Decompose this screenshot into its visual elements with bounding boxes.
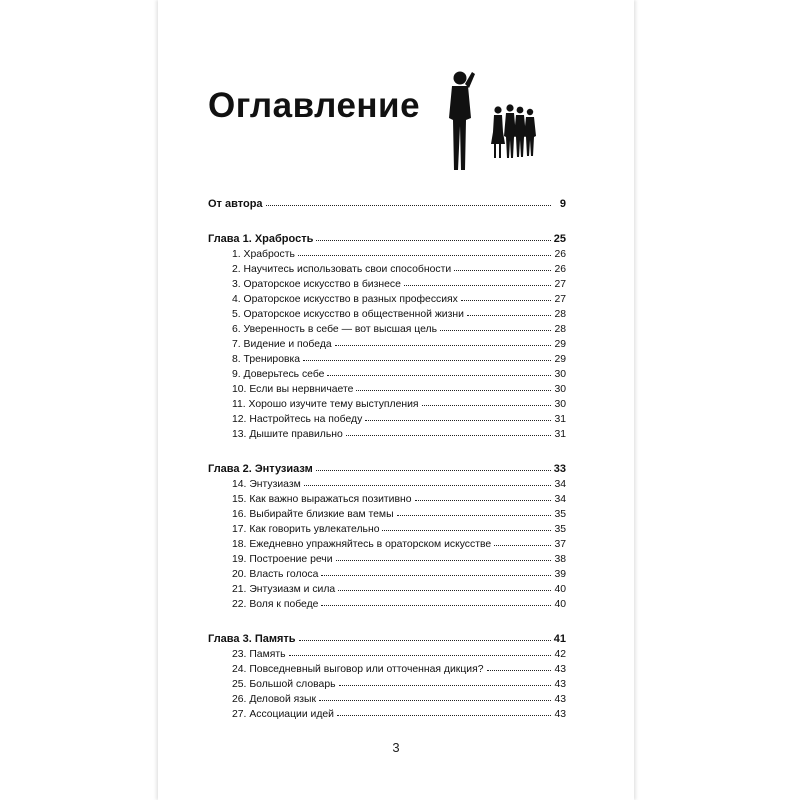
dot-leader: [304, 475, 551, 486]
toc-entry-page: 34: [554, 494, 566, 505]
toc-entry-label: 6. Уверенность в себе — вот высшая цель: [232, 324, 438, 335]
chapter-block: [208, 231, 566, 441]
toc-entry-page: 9: [559, 198, 566, 210]
dot-leader: [327, 365, 551, 376]
chapter-page: 41: [553, 633, 566, 645]
toc-entry-page: 38: [554, 554, 566, 565]
toc-entry-page: 30: [554, 369, 566, 380]
toc-entry-label: 3. Ораторское искусство в бизнесе: [232, 279, 401, 290]
chapter-block: [208, 461, 566, 611]
toc-entry-page: 42: [554, 649, 566, 660]
toc-entry-page: 31: [554, 429, 566, 440]
toc-entry-label: 11. Хорошо изучите тему выступления: [232, 399, 419, 410]
toc-entry[interactable]: [208, 691, 566, 706]
toc-chapter-heading[interactable]: [208, 631, 566, 646]
toc-entry-label: 21. Энтузиазм и сила: [232, 584, 336, 595]
chapter-title: Глава 1. Храбрость: [208, 233, 314, 245]
dot-leader: [356, 380, 551, 391]
toc-entry-label: 4. Ораторское искусство в разных профессиях: [232, 294, 458, 305]
toc-entry-page: 34: [554, 479, 566, 490]
toc-entry[interactable]: [208, 321, 566, 336]
dot-leader: [321, 595, 551, 606]
toc-entry[interactable]: [208, 366, 566, 381]
toc-entry[interactable]: [208, 566, 566, 581]
toc-entry-label: 24. Повседневный выговор или отточенная дикция?: [232, 664, 484, 675]
toc-entry[interactable]: [208, 411, 566, 426]
toc-entry-label: 26. Деловой язык: [232, 694, 317, 705]
toc-entry[interactable]: [208, 506, 566, 521]
toc-entry-page: 39: [554, 569, 566, 580]
toc-entry[interactable]: [208, 491, 566, 506]
toc-entry-page: 37: [554, 539, 566, 550]
toc-entry-label: 15. Как важно выражаться позитивно: [232, 494, 412, 505]
toc-entry[interactable]: [208, 476, 566, 491]
toc-entry-page: 28: [554, 309, 566, 320]
toc-entry-page: 30: [554, 384, 566, 395]
toc-entry-page: 29: [554, 339, 566, 350]
toc-entry[interactable]: [208, 521, 566, 536]
toc-entry-label: 1. Храбрость: [232, 249, 295, 260]
toc-entry[interactable]: [208, 536, 566, 551]
toc-entry-label: 25. Большой словарь: [232, 679, 336, 690]
toc-entry[interactable]: [208, 581, 566, 596]
chapter-title: Глава 2. Энтузиазм: [208, 463, 313, 475]
toc-entry[interactable]: [208, 306, 566, 321]
toc-entry[interactable]: [208, 291, 566, 306]
toc-entry[interactable]: [208, 261, 566, 276]
toc-entry[interactable]: [208, 676, 566, 691]
toc-entry-label: 8. Тренировка: [232, 354, 301, 365]
dot-leader: [397, 505, 551, 516]
dot-leader: [298, 245, 551, 256]
chapter-title: Глава 3. Память: [208, 633, 296, 645]
toc-entry-label: 19. Построение речи: [232, 554, 333, 565]
toc-entry-page: 43: [554, 694, 566, 705]
toc-entry-label: От автора: [208, 198, 263, 210]
toc-entry-label: 22. Воля к победе: [232, 599, 319, 610]
toc-chapter-heading[interactable]: [208, 461, 566, 476]
toc-entry[interactable]: [208, 646, 566, 661]
toc-entry-label: 16. Выбирайте близкие вам темы: [232, 509, 394, 520]
page-content: [208, 0, 584, 800]
toc-entry[interactable]: [208, 706, 566, 721]
toc-entry-label: 2. Научитесь использовать свои способности: [232, 264, 452, 275]
toc-entry[interactable]: [208, 551, 566, 566]
chapter-page: 25: [553, 233, 566, 245]
toc-entry[interactable]: [208, 381, 566, 396]
dot-leader: [299, 630, 551, 641]
chapter-page: 33: [553, 463, 566, 475]
dot-leader: [487, 660, 552, 671]
page-title: Оглавление: [208, 86, 421, 125]
toc-entry-label: 17. Как говорить увлекательно: [232, 524, 380, 535]
dot-leader: [422, 395, 551, 406]
toc-entry[interactable]: [208, 426, 566, 441]
dot-leader: [289, 645, 551, 656]
toc-entry-page: 43: [554, 664, 566, 675]
dot-leader: [454, 260, 551, 271]
dot-leader: [335, 335, 551, 346]
dot-leader: [440, 320, 551, 331]
dot-leader: [346, 425, 551, 436]
dot-leader: [415, 490, 551, 501]
toc-entry-label: 5. Ораторское искусство в общественной жизни: [232, 309, 464, 320]
toc-entry-page: 27: [554, 294, 566, 305]
toc-entry-label: 7. Видение и победа: [232, 339, 332, 350]
toc-entry[interactable]: [208, 661, 566, 676]
dot-leader: [321, 565, 551, 576]
dot-leader: [365, 410, 551, 421]
page-number: 3: [392, 740, 400, 755]
toc-entry-page: 26: [554, 264, 566, 275]
chapter-block: [208, 631, 566, 721]
toc-chapter-heading[interactable]: [208, 231, 566, 246]
toc-entry-label: 27. Ассоциации идей: [232, 709, 334, 720]
dot-leader: [494, 535, 551, 546]
book-page: [158, 0, 634, 800]
dot-leader: [336, 550, 551, 561]
toc-entry[interactable]: [208, 596, 566, 611]
toc-entry-page: 43: [554, 679, 566, 690]
toc-entry-label: 9. Доверьтесь себе: [232, 369, 325, 380]
dot-leader: [461, 290, 551, 301]
toc-entry-label: 10. Если вы нервничаете: [232, 384, 354, 395]
dot-leader: [303, 350, 551, 361]
toc-entry-label: 23. Память: [232, 649, 286, 660]
business-people-illustration: [440, 66, 550, 176]
toc-entry[interactable]: [208, 276, 566, 291]
toc-entry-page: 35: [554, 509, 566, 520]
toc-entry[interactable]: [208, 396, 566, 411]
dot-leader: [337, 705, 551, 716]
toc-entry-page: 30: [554, 399, 566, 410]
toc-entry-label: 12. Настройтесь на победу: [232, 414, 363, 425]
dot-leader: [316, 460, 551, 471]
dot-leader: [382, 520, 551, 531]
dot-leader: [316, 230, 550, 241]
toc-entry[interactable]: [208, 336, 566, 351]
toc-entry-label: 13. Дышите правильно: [232, 429, 343, 440]
dot-leader: [339, 675, 551, 686]
toc-entry-page: 29: [554, 354, 566, 365]
toc-entry-page: 43: [554, 709, 566, 720]
toc-entry-author[interactable]: [208, 196, 566, 211]
toc-entry[interactable]: [208, 351, 566, 366]
dot-leader: [404, 275, 551, 286]
dot-leader: [319, 690, 551, 701]
table-of-contents: [208, 196, 566, 741]
dot-leader: [467, 305, 551, 316]
toc-entry-page: 40: [554, 599, 566, 610]
dot-leader: [338, 580, 551, 591]
toc-entry-page: 35: [554, 524, 566, 535]
toc-entry-page: 31: [554, 414, 566, 425]
toc-entry-label: 14. Энтузиазм: [232, 479, 301, 490]
toc-entry-page: 28: [554, 324, 566, 335]
dot-leader: [266, 195, 551, 206]
toc-entry-page: 26: [554, 249, 566, 260]
toc-entry-page: 27: [554, 279, 566, 290]
toc-entry-label: 18. Ежедневно упражняйтесь в ораторском искусстве: [232, 539, 492, 550]
toc-entry[interactable]: [208, 246, 566, 261]
toc-entry-page: 40: [554, 584, 566, 595]
toc-entry-label: 20. Власть голоса: [232, 569, 319, 580]
